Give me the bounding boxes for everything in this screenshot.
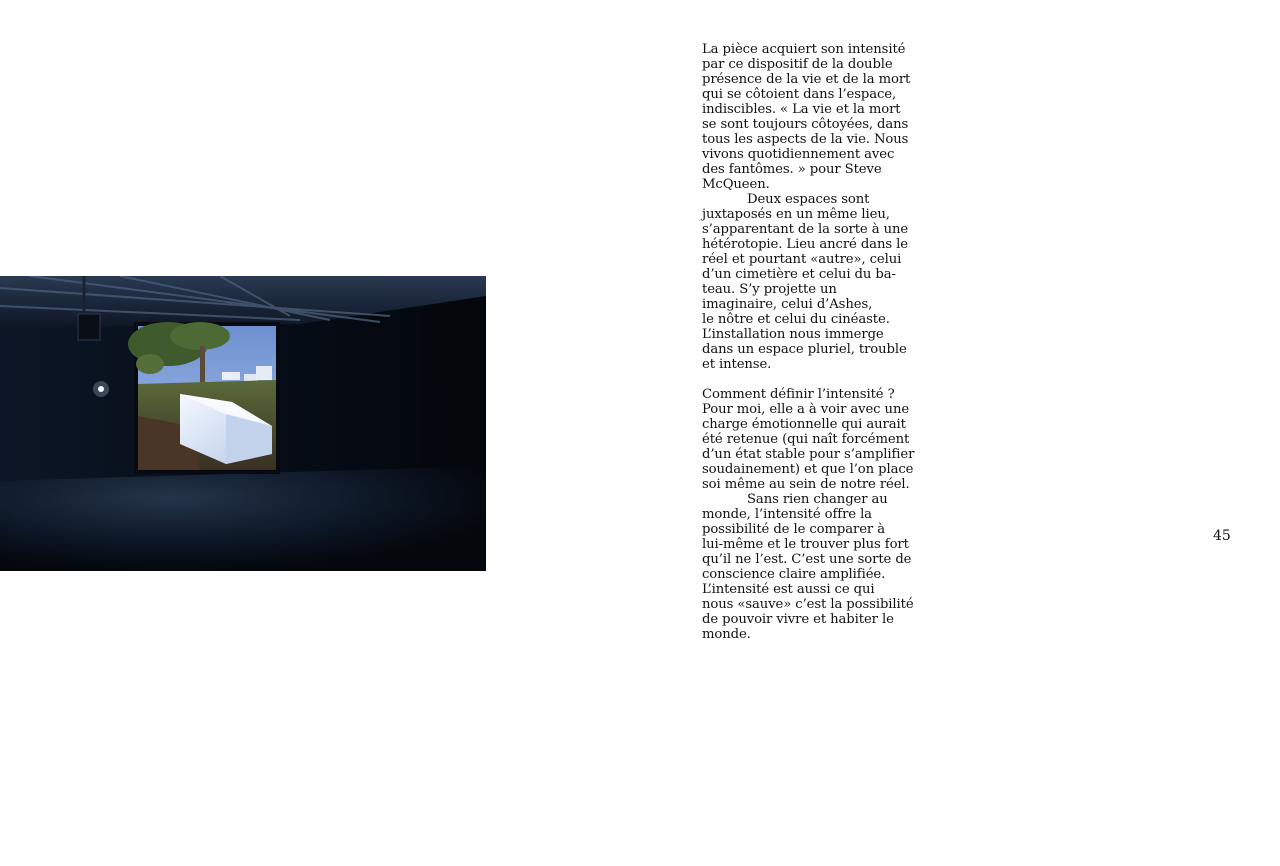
text-line: se sont toujours côtoyées, dans	[702, 117, 909, 132]
text-line: des fantômes. » pour Steve	[702, 162, 882, 177]
paragraph	[702, 192, 952, 372]
text-line: soi même au sein de notre réel.	[702, 477, 910, 492]
text-line: tous les aspects de la vie. Nous	[702, 132, 909, 147]
text-line: La pièce acquiert son intensité	[702, 42, 906, 57]
text-column	[702, 42, 952, 642]
text-line: d’un cimetière et celui du ba-	[702, 267, 896, 282]
text-line: L’installation nous immerge	[702, 327, 884, 342]
text-line: L’intensité est aussi ce qui	[702, 582, 875, 597]
paragraph	[702, 42, 952, 192]
text-line: et intense.	[702, 357, 772, 372]
text-line: teau. S’y projette un	[702, 282, 837, 297]
text-line: d’un état stable pour s’amplifier	[702, 447, 915, 462]
text-line: lui-même et le trouver plus fort	[702, 537, 909, 552]
text-line: été retenue (qui naît forcément	[702, 432, 910, 447]
text-line: Deux espaces sont	[747, 192, 870, 207]
text-line: nous «sauve» c’est la possibilité	[702, 597, 914, 612]
paragraph	[702, 492, 952, 642]
text-line: Sans rien changer au	[747, 492, 888, 507]
paragraph	[702, 387, 952, 492]
text-line: par ce dispositif de la double	[702, 57, 893, 72]
installation-photo	[0, 276, 486, 571]
text-line: imaginaire, celui d’Ashes,	[702, 297, 873, 312]
installation-photo-drawing	[0, 276, 486, 571]
text-line: possibilité de le comparer à	[702, 522, 885, 537]
text-line: présence de la vie et de la mort	[702, 72, 911, 87]
text-line: charge émotionnelle qui aurait	[702, 417, 906, 432]
text-line: hétérotopie. Lieu ancré dans le	[702, 237, 908, 252]
text-line: qu’il ne l’est. C’est une sorte de	[702, 552, 912, 567]
text-line: monde, l’intensité offre la	[702, 507, 872, 522]
text-line: conscience claire amplifiée.	[702, 567, 886, 582]
text-line: indiscibles. « La vie et la mort	[702, 102, 901, 117]
text-line: soudainement) et que l’on place	[702, 462, 914, 477]
text-line: Comment définir l’intensité ?	[702, 387, 895, 402]
text-line: juxtaposés en un même lieu,	[702, 207, 890, 222]
text-line: dans un espace pluriel, trouble	[702, 342, 907, 357]
paragraph-gap	[702, 372, 952, 387]
page-number: 45	[1213, 528, 1231, 544]
text-line: qui se côtoient dans l’espace,	[702, 87, 897, 102]
text-line: Pour moi, elle a à voir avec une	[702, 402, 910, 417]
text-line: vivons quotidiennement avec	[702, 147, 895, 162]
text-line: McQueen.	[702, 177, 770, 192]
text-line: de pouvoir vivre et habiter le	[702, 612, 894, 627]
text-line: réel et pourtant «autre», celui	[702, 252, 902, 267]
text-line: monde.	[702, 627, 751, 642]
text-line: s’apparentant de la sorte à une	[702, 222, 909, 237]
text-line: le nôtre et celui du cinéaste.	[702, 312, 890, 327]
